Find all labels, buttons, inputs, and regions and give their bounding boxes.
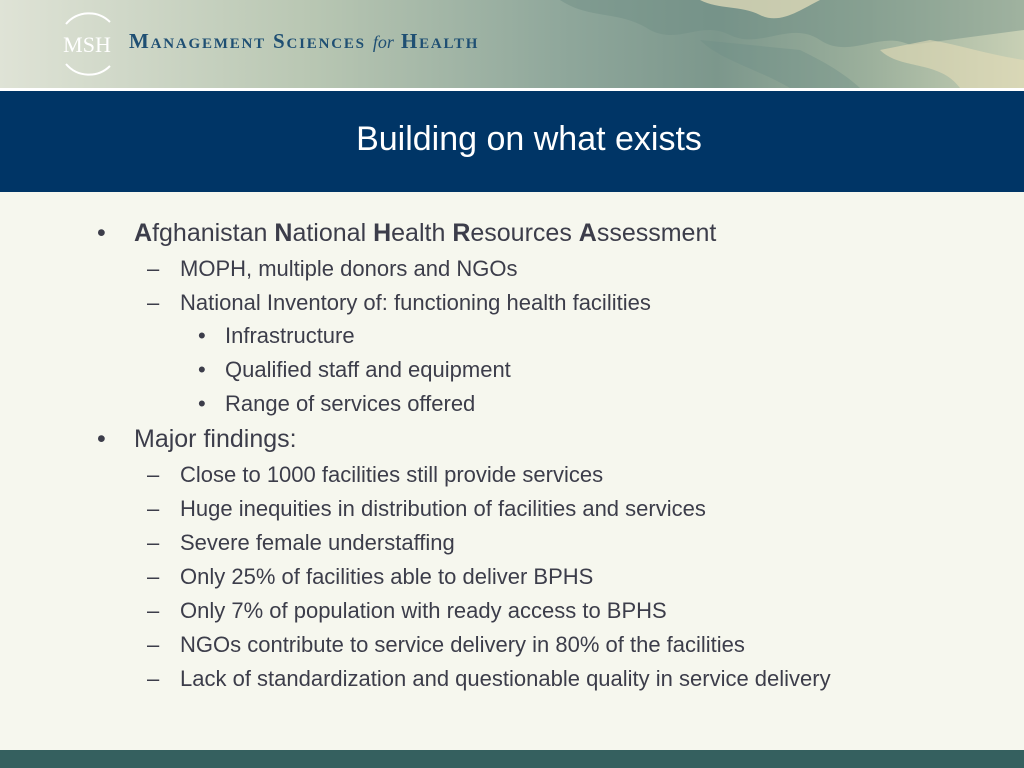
bullet-marker: –: [147, 496, 160, 521]
bullet-marker: •: [97, 219, 106, 247]
bullet-text-segment: ational: [292, 219, 374, 247]
header-banner: [0, 0, 1024, 88]
bullet-text-segment: R: [452, 219, 471, 247]
bullet-marker: –: [147, 564, 160, 589]
bullet-marker: –: [147, 462, 160, 487]
bullet-level2: Only 25% of facilities able to deliver BPHS: [180, 564, 594, 589]
bullet-level2: National Inventory of: functioning health facilities: [180, 290, 651, 315]
bullet-marker: –: [147, 256, 160, 281]
org-name-part2: Health: [400, 29, 480, 53]
bullet-level2: Huge inequities in distribution of facilities and services: [180, 496, 706, 521]
bullet-text-segment: ealth: [391, 219, 453, 247]
bullet-level2: Severe female understaffing: [180, 530, 455, 555]
bullet-level3: Qualified staff and equipment: [225, 357, 511, 382]
bullet-text-segment: A: [578, 219, 597, 247]
bullet-level2: MOPH, multiple donors and NGOs: [180, 256, 518, 281]
org-name: [129, 29, 479, 54]
msh-logo-icon: [52, 10, 122, 76]
bullet-level2: Close to 1000 facilities still provide services: [180, 462, 604, 487]
bullet-level3: Infrastructure: [225, 323, 355, 348]
bullet-level2: Only 7% of population with ready access to BPHS: [180, 598, 667, 623]
slide-title: Building on what exists: [356, 120, 702, 158]
bullet-text-segment: fghanistan: [152, 219, 275, 247]
bullet-marker: –: [147, 530, 160, 555]
logo-mark-text: MSH: [63, 32, 111, 57]
bullet-marker: –: [147, 598, 160, 623]
bullet-marker: –: [147, 632, 160, 657]
bullet-level2: Lack of standardization and questionable quality in service delivery: [180, 666, 831, 691]
bullet-level1: [134, 219, 716, 248]
bullet-text-segment: esources: [470, 219, 579, 247]
org-name-for: for: [372, 32, 394, 52]
bullet-text-segment: A: [134, 219, 153, 247]
bullet-marker: •: [97, 425, 106, 453]
bullet-marker: –: [147, 290, 160, 315]
bullet-marker: –: [147, 666, 160, 691]
bullet-level2: NGOs contribute to service delivery in 80% of the facilities: [180, 632, 745, 657]
bullet-text-segment: N: [274, 219, 293, 247]
bullet-marker: •: [198, 391, 206, 416]
bullet-marker: •: [198, 357, 206, 382]
org-name-part1: Management Sciences: [129, 29, 366, 53]
bullet-text-segment: H: [373, 219, 392, 247]
bullet-text-segment: ssessment: [596, 219, 717, 247]
bullet-level3: Range of services offered: [225, 391, 476, 416]
bullet-level1: Major findings:: [134, 425, 297, 453]
footer-bar: [0, 750, 1024, 768]
bullet-marker: •: [198, 323, 206, 348]
